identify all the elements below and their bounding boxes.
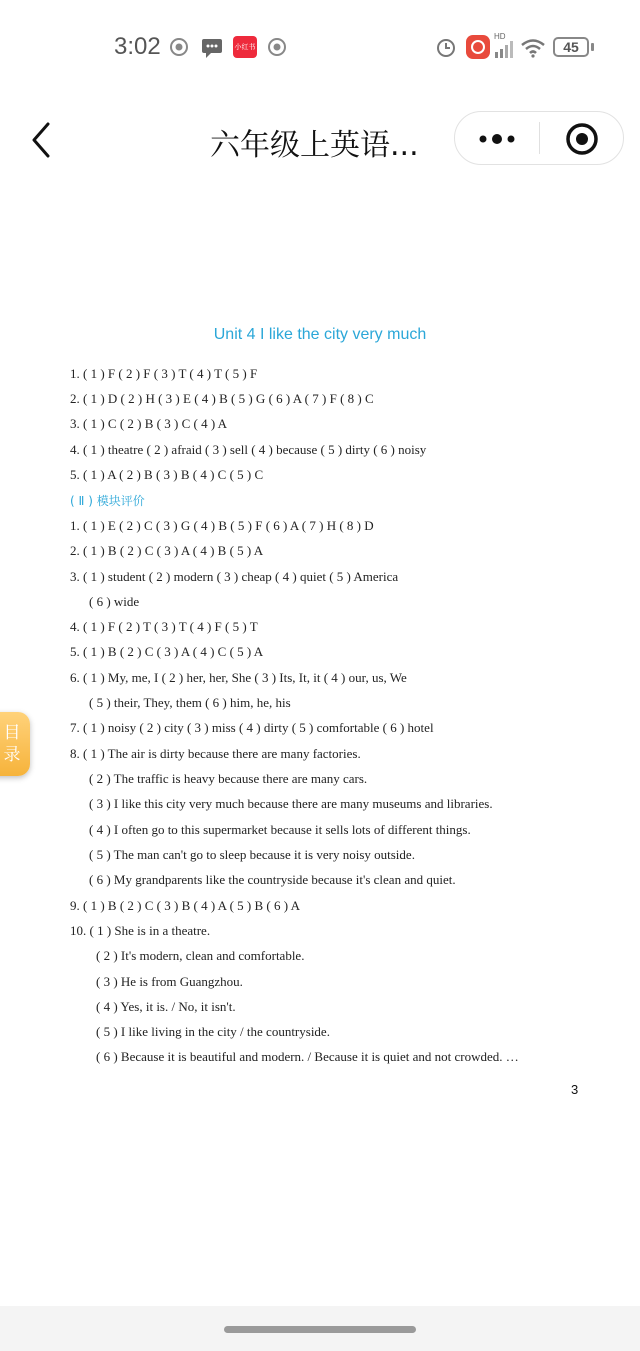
battery-icon (553, 37, 589, 57)
app-icon (465, 34, 491, 60)
status-bar (0, 0, 640, 95)
answer-line: ( 2 ) The traffic is heavy because there are many cars. (89, 771, 368, 786)
answer-line: 10. ( 1 ) She is in a theatre. (70, 923, 211, 938)
answer-line: 4. ( 1 ) F ( 2 ) T ( 3 ) T ( 4 ) F ( 5 ) T (70, 619, 258, 634)
answer-line: ( 5 ) their, They, them ( 6 ) him, he, his (89, 695, 291, 710)
catalog-tab-label: 录 (3, 745, 21, 765)
record-icon (170, 38, 188, 56)
answer-line: ( 5 ) I like living in the city / the countryside. (96, 1024, 330, 1039)
page-title: 六年级上英语... (210, 128, 419, 163)
status-time: 3:02 (114, 33, 161, 60)
gesture-bar (0, 1306, 640, 1351)
app-icon: 小红书 (233, 36, 257, 58)
unit-title: Unit 4 I like the city very much (213, 326, 427, 343)
answer-line: 1. ( 1 ) E ( 2 ) C ( 3 ) G ( 4 ) B ( 5 ) F ( 6 ) A ( 7 ) H ( 8 ) D (70, 518, 374, 533)
answer-line: 4. ( 1 ) theatre ( 2 ) afraid ( 3 ) sell ( 4 ) because ( 5 ) dirty ( 6 ) noisy (70, 442, 427, 457)
answer-line: 3. ( 1 ) student ( 2 ) modern ( 3 ) cheap ( 4 ) quiet ( 5 ) America (70, 569, 399, 584)
home-indicator[interactable] (224, 1326, 416, 1333)
battery-level: 45 (563, 39, 579, 55)
battery-tip (591, 43, 594, 51)
record-icon (268, 38, 286, 56)
answer-line: ( 5 ) The man can't go to sleep because it is very noisy outside. (89, 847, 415, 862)
answer-line: ( 3 ) I like this city very much because there are many museums and libraries. (89, 796, 493, 811)
answer-line: 6. ( 1 ) My, me, I ( 2 ) her, her, She ( 3 ) Its, It, it ( 4 ) our, us, We (70, 670, 407, 685)
answer-line: ( 2 ) It's modern, clean and comfortable. (96, 948, 305, 963)
answer-line: 2. ( 1 ) D ( 2 ) H ( 3 ) E ( 4 ) B ( 5 ) G ( 6 ) A ( 7 ) F ( 8 ) C (70, 391, 374, 406)
message-icon (201, 38, 223, 58)
page-number: 3 (571, 1082, 579, 1097)
capsule-divider (539, 122, 540, 154)
back-icon[interactable] (26, 120, 56, 160)
answer-line: 1. ( 1 ) F ( 2 ) F ( 3 ) T ( 4 ) T ( 5 ) F (70, 366, 258, 381)
answer-line: ( 4 ) I often go to this supermarket because it sells lots of different things. (89, 822, 471, 837)
answer-line: 9. ( 1 ) B ( 2 ) C ( 3 ) B ( 4 ) A ( 5 ) B ( 6 ) A (70, 898, 301, 913)
answer-line: 5. ( 1 ) A ( 2 ) B ( 3 ) B ( 4 ) C ( 5 ) C (70, 467, 264, 482)
alarm-icon (436, 38, 456, 58)
target-close-icon[interactable] (565, 122, 599, 156)
signal-icon (494, 40, 516, 58)
mini-program-capsule (454, 111, 624, 165)
catalog-tab[interactable] (0, 712, 30, 776)
catalog-tab-label: 目 (3, 723, 21, 743)
answer-line: ( 6 ) Because it is beautiful and modern. / Because it is quiet and not crowded. … (96, 1049, 519, 1064)
answer-line: 5. ( 1 ) B ( 2 ) C ( 3 ) A ( 4 ) C ( 5 ) A (70, 644, 264, 659)
answer-line: ( 6 ) My grandparents like the countryside because it's clean and quiet. (89, 872, 456, 887)
answer-line: 8. ( 1 ) The air is dirty because there are many factories. (70, 746, 361, 761)
hd-label: HD (494, 32, 506, 41)
answer-line: ( 3 ) He is from Guangzhou. (96, 974, 243, 989)
answer-line: ( 6 ) wide (89, 594, 140, 609)
section-heading: ( Ⅱ ) 模块评价 (70, 494, 145, 508)
nav-bar (0, 100, 640, 180)
answer-line: 3. ( 1 ) C ( 2 ) B ( 3 ) C ( 4 ) A (70, 416, 228, 431)
more-dots-icon[interactable] (477, 129, 521, 149)
answer-line: 2. ( 1 ) B ( 2 ) C ( 3 ) A ( 4 ) B ( 5 ) A (70, 543, 264, 558)
answer-line: ( 4 ) Yes, it is. / No, it isn't. (96, 999, 236, 1014)
answer-line: 7. ( 1 ) noisy ( 2 ) city ( 3 ) miss ( 4 ) dirty ( 5 ) comfortable ( 6 ) hotel (70, 720, 434, 735)
wifi-icon (520, 38, 546, 58)
